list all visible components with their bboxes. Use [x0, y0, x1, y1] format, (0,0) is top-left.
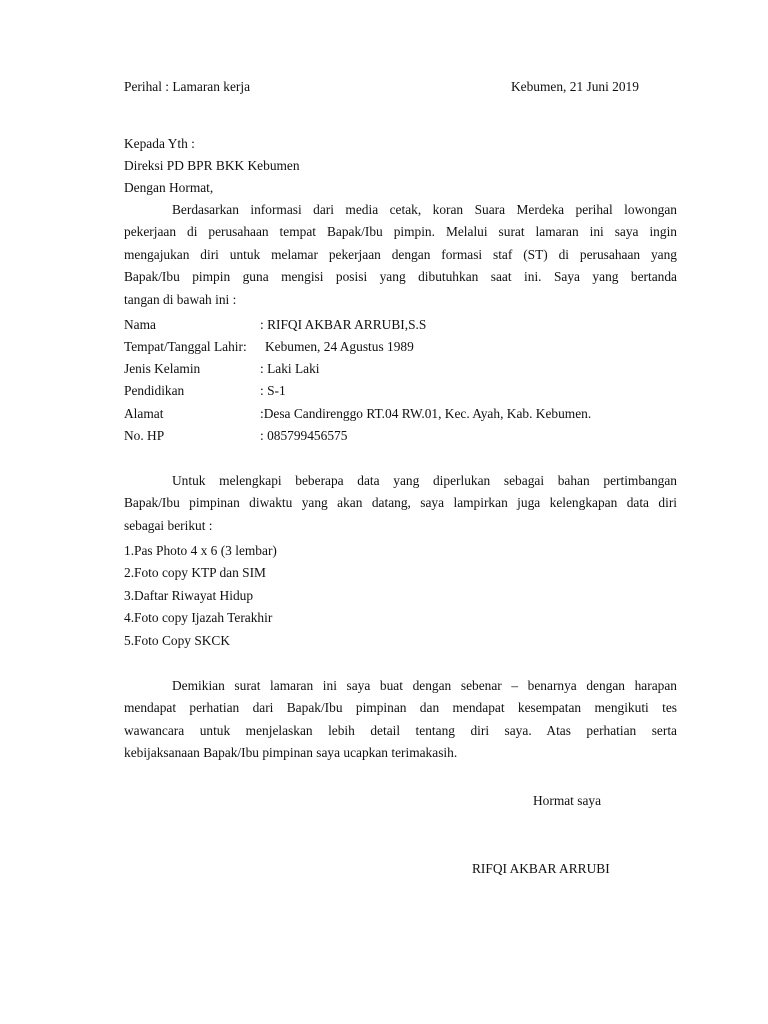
list-item: 3.Daftar Riwayat Hidup	[124, 588, 254, 603]
field-label-phone: No. HP	[124, 428, 165, 443]
field-value-name: : RIFQI AKBAR ARRUBI,S.S	[260, 317, 427, 332]
signature-salutation: Hormat saya	[533, 793, 602, 808]
closing-line: Demikian surat lamaran ini saya buat dengan sebenar – benarnya dengan harapan	[172, 678, 677, 693]
field-value-gender: : Laki Laki	[260, 361, 320, 376]
field-value-birth: Kebumen, 24 Agustus 1989	[265, 339, 414, 354]
field-value-education: : S-1	[260, 383, 286, 398]
list-item: 4.Foto copy Ijazah Terakhir	[124, 610, 273, 625]
field-label-name: Nama	[124, 317, 156, 332]
field-value-phone: : 085799456575	[260, 428, 348, 443]
recipient-name: Direksi PD BPR BKK Kebumen	[124, 158, 300, 173]
closing-line: mendapat perhatian dari Bapak/Ibu pimpinan dan mendapat kesempatan mengikuti tes	[124, 700, 677, 716]
field-label-education: Pendidikan	[124, 383, 185, 398]
intro-line: pekerjaan di perusahaan tempat Bapak/Ibu pimpin. Melalui surat lamaran ini saya ingin	[124, 224, 677, 240]
list-item: 5.Foto Copy SKCK	[124, 633, 231, 648]
field-label-address: Alamat	[124, 406, 164, 421]
closing-line: wawancara untuk menjelaskan lebih detail tentang diri saya. Atas perhatian serta	[124, 722, 677, 738]
attachments-paragraph	[124, 470, 677, 537]
closing-line: kebijaksanaan Bapak/Ibu pimpinan saya ucapkan terimakasih.	[124, 745, 458, 761]
letter-place-date: Kebumen, 21 Juni 2019	[511, 79, 639, 94]
intro-paragraph	[124, 199, 677, 311]
signature-name: RIFQI AKBAR ARRUBI	[472, 861, 610, 876]
attachments-line: Untuk melengkapi beberapa data yang diperlukan sebagai bahan pertimbangan	[172, 473, 677, 488]
closing-paragraph	[124, 675, 677, 765]
intro-line: tangan di bawah ini :	[124, 291, 237, 307]
list-item: 2.Foto copy KTP dan SIM	[124, 565, 266, 580]
list-item: 1.Pas Photo 4 x 6 (3 lembar)	[124, 543, 277, 558]
intro-line: mengajukan diri untuk melamar pekerjaan dengan formasi staf (ST) di perusahaan yang	[124, 246, 677, 262]
attachments-line: sebagai berikut :	[124, 517, 213, 533]
field-label-gender: Jenis Kelamin	[124, 361, 201, 376]
attachments-line: Bapak/Ibu pimpinan diwaktu yang akan datang, saya lampirkan juga kelengkapan data diri	[124, 495, 677, 511]
greeting: Dengan Hormat,	[124, 180, 214, 195]
field-value-address: :Desa Candirenggo RT.04 RW.01, Kec. Ayah, Kab. Kebumen.	[260, 406, 592, 421]
field-label-birth: Tempat/Tanggal Lahir:	[124, 339, 247, 354]
intro-line: Berdasarkan informasi dari media cetak, koran Suara Merdeka perihal lowongan	[172, 202, 677, 217]
letter-subject: Perihal : Lamaran kerja	[124, 79, 251, 94]
recipient-to-line: Kepada Yth :	[124, 136, 195, 151]
intro-line: Bapak/Ibu pimpin guna mengisi posisi yang dibutuhkan saat ini. Saya yang bertanda	[124, 269, 677, 285]
